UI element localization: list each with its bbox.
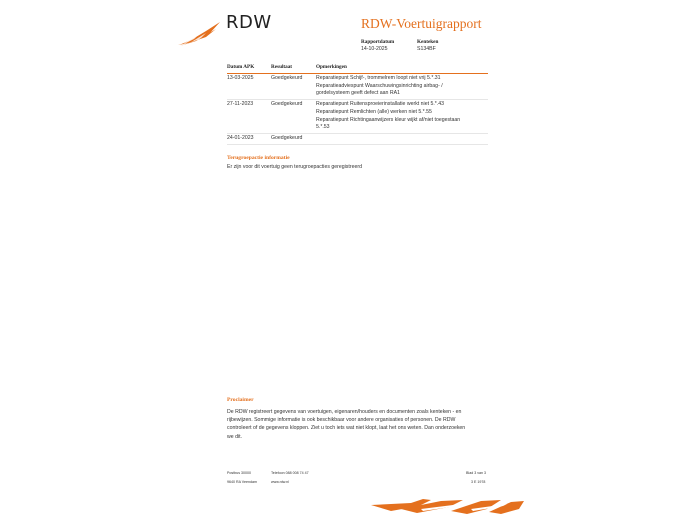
kenteken-value: S134BF <box>417 46 436 52</box>
rapportdatum-value: 14-10-2025 <box>361 46 388 52</box>
footer-website-link[interactable]: www.rdw.nl <box>271 480 289 484</box>
report-title: RDW-Voertuigrapport <box>361 16 482 31</box>
header-opmerkingen: Opmerkingen <box>316 64 488 74</box>
opmerking-line: Reparatiepunt Remlichten (alle) werken niet 5.*.55 <box>316 108 432 115</box>
cell-resultaat: Goedgekeurd <box>271 74 316 100</box>
footer-postbus: Postbus 30000 <box>227 471 251 475</box>
cell-datum: 27-11-2023 <box>227 100 271 134</box>
footer-blad: Blad 3 van 3 <box>466 471 486 475</box>
disclaimer-text <box>227 408 489 441</box>
cell-opmerkingen <box>316 100 488 134</box>
disclaimer-line: we dit. <box>227 433 242 440</box>
cell-datum: 13-03-2025 <box>227 74 271 100</box>
disclaimer-line: rijbewijzen. Sommige informatie is ook beschikbaar voor andere organisaties of personen. De RDW <box>227 417 456 424</box>
header-datum-apk: Datum APK <box>227 64 271 74</box>
opmerking-line: Reparatiepunt Ruitensproeierinstallatie werkt niet 5.*.43 <box>316 101 445 108</box>
cell-resultaat: Goedgekeurd <box>271 134 316 145</box>
opmerking-line: Reparatieadviespunt Waarschuwingsinrichting airbag- / <box>316 82 443 89</box>
opmerking-line: 5.*.53 <box>316 124 330 131</box>
table-row <box>227 74 488 100</box>
opmerking-line: Reparatiepunt Richtingaanwijzers kleur wijkt af/niet toegestaan <box>316 116 461 123</box>
opmerking-line: Reparatiepunt Schijf-, trommelrem loopt niet vrij 5.*.31 <box>316 75 441 82</box>
table-row <box>227 134 488 145</box>
cell-datum: 24-01-2023 <box>227 134 271 145</box>
footer-code: 3 E 1978 <box>471 480 486 484</box>
kenteken-label: Kenteken <box>417 39 439 45</box>
rapportdatum-label: Rapportdatum <box>361 39 395 45</box>
apk-table-header-row <box>227 64 488 74</box>
footer-stripes-icon <box>371 497 524 514</box>
header-resultaat: Resultaat <box>271 64 316 74</box>
terugroep-title: Terugroepactie informatie <box>227 155 290 161</box>
cell-opmerkingen <box>316 134 488 145</box>
logo-text: RDW <box>226 12 272 33</box>
cell-resultaat: Goedgekeurd <box>271 100 316 134</box>
terugroep-text: Er zijn voor dit voertuig geen terugroepacties geregistreerd <box>227 164 362 170</box>
footer-telefoon: Telefoon 088 008 74 47 <box>271 471 309 475</box>
disclaimer-title: Proclaimer <box>227 397 254 403</box>
opmerking-line: gordelsysteem geeft defect aan RA1 <box>316 90 400 97</box>
apk-table <box>227 64 488 145</box>
rdw-logo-icon <box>176 21 222 47</box>
footer-plaats: 9640 RA Veendam <box>227 480 257 484</box>
cell-opmerkingen <box>316 74 488 100</box>
disclaimer-line: controleert of de gegevens kloppen. Ziet u toch iets wat niet klopt, laat het ons weten. Dan onderzoeken <box>227 425 466 432</box>
table-row <box>227 100 488 134</box>
disclaimer-line: De RDW registreert gegevens van voertuigen, eigenaren/houders en documenten zoals kenteken - en <box>227 409 462 415</box>
